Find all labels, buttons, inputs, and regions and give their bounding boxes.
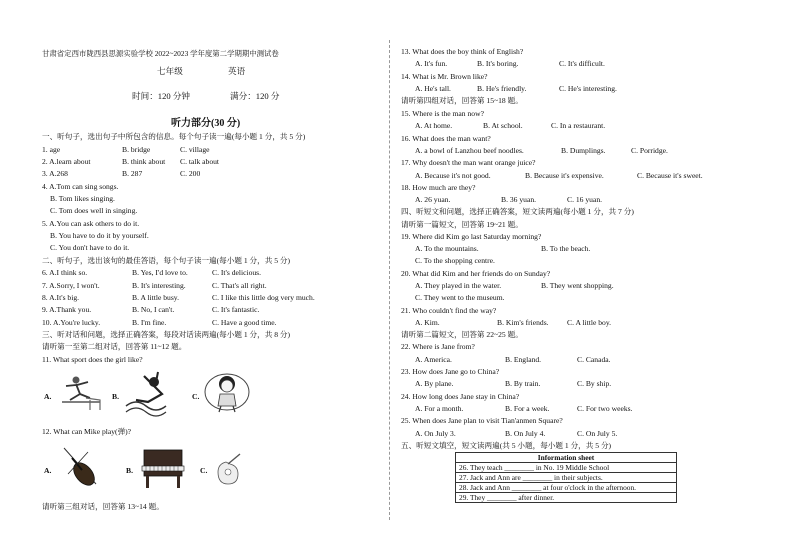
option-b[interactable]: B. A little busy. — [132, 293, 179, 302]
option-a[interactable]: A. America. — [415, 355, 452, 364]
option-b[interactable]: B. For a week. — [505, 404, 550, 413]
question-25: 25. When does Jane plan to visit Tian'anmen Square? — [401, 416, 563, 425]
option-c[interactable]: C. It's fantastic. — [212, 305, 260, 314]
option-a[interactable]: A. a bowl of Lanzhou beef noodles. — [415, 146, 524, 155]
option-c[interactable]: C. It's difficult. — [559, 59, 605, 68]
swimming-girl-picture[interactable] — [122, 368, 174, 418]
option-b[interactable]: B. think about — [122, 157, 166, 166]
sheet-row-26[interactable]: 26. They teach ________ in No. 19 Middle School — [456, 463, 677, 473]
option-a[interactable]: A. On July 3. — [415, 429, 456, 438]
section-1-instruction: 一、听句子，选出句子中所包含的信息。每个句子读一遍(每小题 1 分，共 5 分) — [42, 132, 306, 141]
option-a[interactable]: A. At home. — [415, 121, 453, 130]
option-c[interactable]: C. Porridge. — [631, 146, 668, 155]
question-4c[interactable]: C. Tom does well in singing. — [50, 206, 138, 215]
passage-1-note: 请听第一篇短文，回答第 19~21 题。 — [401, 220, 523, 229]
option-a[interactable]: A. It's fun. — [415, 59, 448, 68]
option-b[interactable]: B. It's interesting. — [132, 281, 186, 290]
grade-label: 七年级 — [157, 66, 183, 76]
piano-picture[interactable] — [138, 446, 188, 492]
question-5c[interactable]: C. You don't have to do it. — [50, 243, 130, 252]
option-c[interactable]: C. Canada. — [577, 355, 611, 364]
option-a[interactable]: 1. age — [42, 145, 61, 154]
option-b[interactable]: B. Because it's expensive. — [525, 171, 604, 180]
question-5a[interactable]: 5. A.You can ask others to do it. — [42, 219, 140, 228]
option-b[interactable]: B. England. — [505, 355, 542, 364]
section-4-instruction: 四、听短文和问题，选择正确答案，短文读两遍(每小题 1 分，共 7 分) — [401, 207, 634, 216]
option-c[interactable]: C. For two weeks. — [577, 404, 633, 413]
option-b[interactable]: B. Kim's friends. — [497, 318, 549, 327]
option-a[interactable]: 6. A.I think so. — [42, 268, 88, 277]
question-12: 12. What can Mike play(弹)? — [42, 427, 132, 436]
label-a[interactable]: A. — [44, 466, 52, 475]
option-a[interactable]: 10. A.You're lucky. — [42, 318, 101, 327]
option-b[interactable]: B. 36 yuan. — [501, 195, 537, 204]
column-divider — [389, 40, 390, 520]
label-c[interactable]: C. — [192, 392, 200, 401]
option-a[interactable]: A. Kim. — [415, 318, 440, 327]
question-17: 17. Why doesn't the man want orange juice? — [401, 158, 536, 167]
label-b[interactable]: B. — [126, 466, 133, 475]
option-c[interactable]: C. village — [180, 145, 210, 154]
option-b[interactable]: B. I'm fine. — [132, 318, 167, 327]
label-c[interactable]: C. — [200, 466, 208, 475]
option-c[interactable]: C. Have a good time. — [212, 318, 277, 327]
dialog-4-note: 请听第四组对话，回答第 15~18 题。 — [401, 96, 523, 105]
option-a[interactable]: A. By plane. — [415, 379, 454, 388]
label-a[interactable]: A. — [44, 392, 52, 401]
question-20-option-c[interactable]: C. They went to the museum. — [415, 293, 505, 302]
option-a[interactable]: 8. A.It's big. — [42, 293, 80, 302]
question-15: 15. Where is the man now? — [401, 109, 484, 118]
option-c[interactable]: C. A little boy. — [567, 318, 612, 327]
question-22: 22. Where is Jane from? — [401, 342, 475, 351]
question-24: 24. How long does Jane stay in China? — [401, 392, 520, 401]
question-14: 14. What is Mr. Brown like? — [401, 72, 488, 81]
score-label: 满分：120 分 — [230, 91, 280, 101]
question-20: 20. What did Kim and her friends do on Sunday? — [401, 269, 551, 278]
option-b[interactable]: B. 287 — [122, 169, 143, 178]
option-a[interactable]: 7. A.Sorry, I won't. — [42, 281, 100, 290]
question-11: 11. What sport does the girl like? — [42, 355, 143, 364]
sheet-row-28[interactable]: 28. Jack and Ann ________ at four o'clock in the afternoon. — [456, 483, 677, 493]
time-label: 时间：120 分钟 — [132, 91, 191, 101]
option-a[interactable]: 3. A.268 — [42, 169, 68, 178]
question-19: 19. Where did Kim go last Saturday morning? — [401, 232, 542, 241]
question-4a[interactable]: 4. A.Tom can sing songs. — [42, 182, 119, 191]
option-a[interactable]: A. 26 yuan. — [415, 195, 451, 204]
dialog-3-note: 请听第三组对话，回答第 13~14 题。 — [42, 502, 164, 511]
sheet-row-29[interactable]: 29. They ________ after dinner. — [456, 493, 677, 503]
option-c[interactable]: C. He's interesting. — [559, 84, 617, 93]
option-c[interactable]: C. It's delicious. — [212, 268, 262, 277]
question-18: 18. How much are they? — [401, 183, 476, 192]
option-a[interactable]: A. They played in the water. — [415, 281, 502, 290]
option-b[interactable]: B. He's friendly. — [477, 84, 527, 93]
option-a[interactable]: 2. A.learn about — [42, 157, 91, 166]
school-title: 甘肃省定西市陇西县思源实验学校 2022~2023 学年度第二学期期中测试卷 — [42, 49, 279, 58]
question-21: 21. Who couldn't find the way? — [401, 306, 497, 315]
option-c[interactable]: C. Because it's sweet. — [637, 171, 703, 180]
passage-2-note: 请听第二篇短文，回答第 22~25 题。 — [401, 330, 523, 339]
question-5b[interactable]: B. You have to do it by yourself. — [50, 231, 149, 240]
violin-picture[interactable] — [58, 444, 104, 492]
option-c[interactable]: C. That's all right. — [212, 281, 267, 290]
section-3-instruction: 三、听对话和问题，选择正确答案，每段对话读两遍(每小题 1 分，共 8 分) — [42, 330, 291, 339]
question-16: 16. What does the man want? — [401, 134, 491, 143]
label-b[interactable]: B. — [112, 392, 119, 401]
question-23: 23. How does Jane go to China? — [401, 367, 500, 376]
option-c[interactable]: C. 200 — [180, 169, 201, 178]
option-a[interactable]: A. To the mountains. — [415, 244, 479, 253]
option-b[interactable]: B. bridge — [122, 145, 151, 154]
option-b[interactable]: B. Dumplings. — [561, 146, 606, 155]
option-c[interactable]: C. 16 yuan. — [567, 195, 603, 204]
option-c[interactable]: C. I like this little dog very much. — [212, 293, 315, 302]
option-a[interactable]: A. Because it's not good. — [415, 171, 491, 180]
option-b[interactable]: B. Yes, I'd love to. — [132, 268, 188, 277]
option-b[interactable]: B. At school. — [483, 121, 523, 130]
information-sheet-title: Information sheet — [456, 453, 677, 463]
guitar-picture[interactable] — [212, 452, 246, 490]
option-b[interactable]: B. It's boring. — [477, 59, 519, 68]
option-c[interactable]: C. talk about — [180, 157, 220, 166]
option-c[interactable]: C. On July 5. — [577, 429, 618, 438]
option-b[interactable]: B. They went shopping. — [541, 281, 614, 290]
jump-rope-girl-picture[interactable] — [202, 370, 252, 416]
option-a[interactable]: A. For a month. — [415, 404, 464, 413]
running-girl-picture[interactable] — [56, 372, 106, 414]
option-a[interactable]: 9. A.Thank you. — [42, 305, 92, 314]
section-2-instruction: 二、听句子，选出该句的最佳答语，每个句子读一遍(每小题 1 分，共 5 分) — [42, 256, 291, 265]
option-a[interactable]: A. He's tall. — [415, 84, 451, 93]
question-13: 13. What does the boy think of English? — [401, 47, 524, 56]
option-b[interactable]: B. By train. — [505, 379, 541, 388]
subject-label: 英语 — [228, 66, 246, 76]
option-c[interactable]: C. In a restaurant. — [551, 121, 606, 130]
option-c[interactable]: C. By ship. — [577, 379, 612, 388]
option-b[interactable]: B. On July 4. — [505, 429, 546, 438]
question-19-option-c[interactable]: C. To the shopping centre. — [415, 256, 495, 265]
dialog-1-note: 请听第一至第二组对话，回答第 11~12 题。 — [42, 342, 187, 351]
listening-title: 听力部分(30 分) — [171, 118, 241, 129]
section-5-instruction: 五、听短文填空，短文读两遍(共 5 小题，每小题 1 分，共 5 分) — [401, 441, 612, 450]
sheet-row-27[interactable]: 27. Jack and Ann are ________ in their subjects. — [456, 473, 677, 483]
question-4b[interactable]: B. Tom likes singing. — [50, 194, 115, 203]
information-sheet — [455, 452, 677, 503]
option-b[interactable]: B. To the beach. — [541, 244, 591, 253]
option-b[interactable]: B. No, I can't. — [132, 305, 175, 314]
